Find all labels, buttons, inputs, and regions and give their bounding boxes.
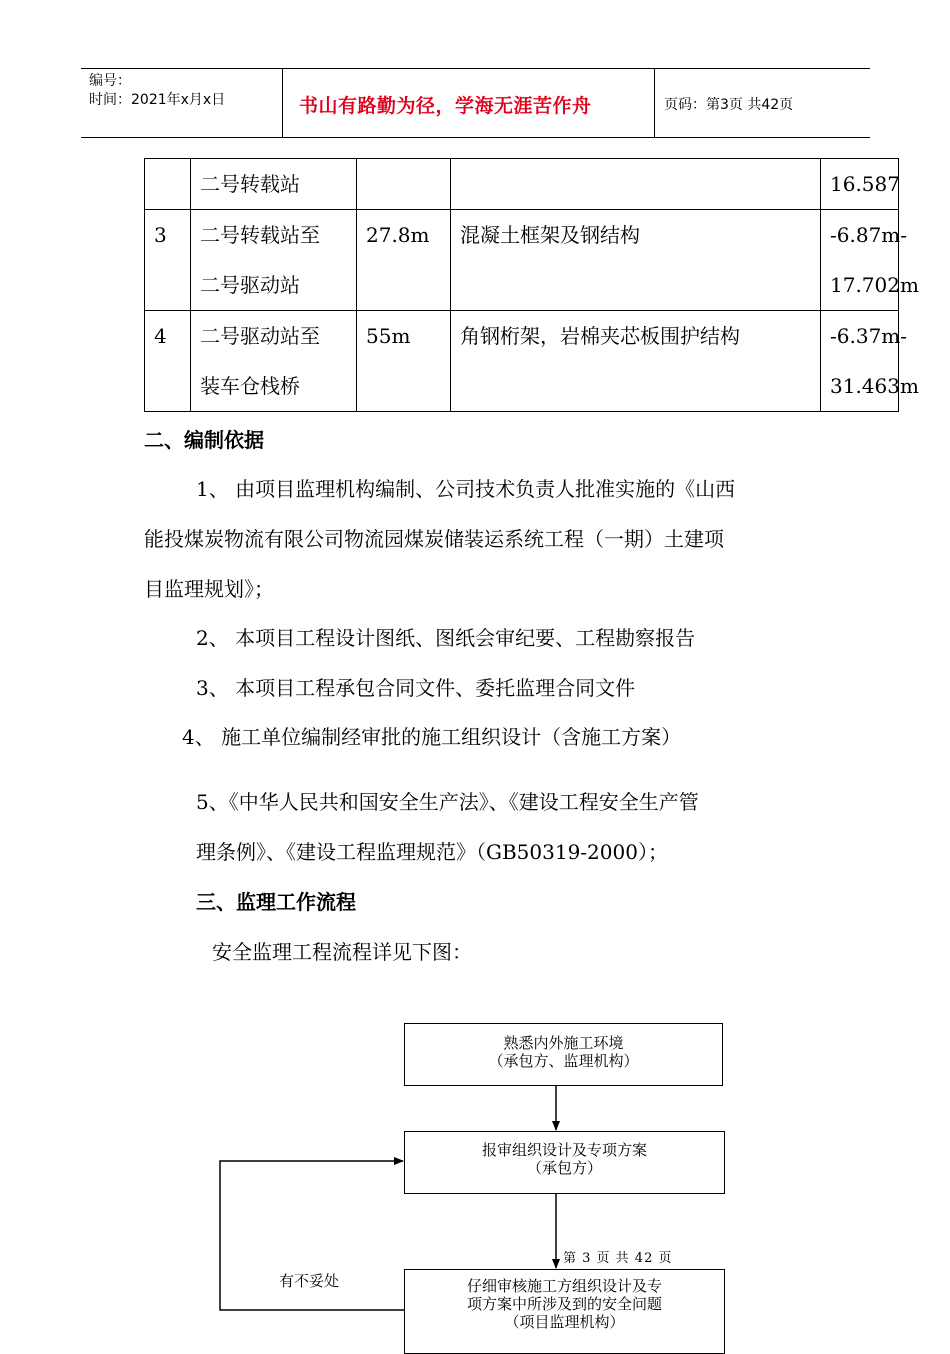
page-footer: 第 3 页 共 42 页 (563, 1251, 673, 1266)
flow-step-text: 熟悉内外施工环境 (503, 1034, 624, 1052)
paragraph-line: 能投煤炭物流有限公司物流园煤炭储装运系统工程（一期）土建项 (144, 527, 724, 551)
paragraph-line: 1、 由项目监理机构编制、公司技术负责人批准实施的《山西 (196, 477, 736, 501)
table-cell-length: 27.8m (357, 210, 451, 311)
section-text: 二号转载站 (200, 172, 300, 196)
flow-step-submit-plan (404, 1131, 725, 1194)
flow-step-text: （承包方） (526, 1159, 602, 1177)
paragraph-line: 理条例》、《建设工程监理规范》（GB50319-2000）； (196, 840, 668, 864)
section-heading: 三、监理工作流程 (196, 890, 356, 914)
elevation-text: -6.87m- (830, 223, 908, 247)
elevation-text: 16.587 (830, 172, 900, 196)
table-cell-no: 4 (145, 311, 191, 412)
section-text: 二号驱动站 (200, 273, 300, 297)
loop-label: 有不妥处 (279, 1272, 340, 1290)
section-text: 二号转载站至 (200, 223, 320, 247)
flow-step-text: （承包方、监理机构） (488, 1052, 639, 1070)
flow-step-text: 报审组织设计及专项方案 (481, 1141, 647, 1159)
flow-step-familiarize (404, 1023, 723, 1086)
elevation-text: 17.702m (830, 273, 919, 297)
table-cell-no: 3 (145, 210, 191, 311)
section-text: 装车仓栈桥 (200, 374, 300, 398)
flow-step-text: 项方案中所涉及到的安全问题 (466, 1295, 662, 1313)
header-number: 编号： (89, 73, 131, 89)
table-cell-structure: 混凝土框架及钢结构 (451, 210, 821, 311)
elevation-text: -6.37m- (830, 324, 908, 348)
section-text: 二号驱动站至 (200, 324, 320, 348)
table-cell-structure: 角钢桁架，岩棉夹芯板围护结构 (451, 311, 821, 412)
flow-step-text: 仔细审核施工方组织设计及专 (466, 1277, 662, 1295)
paragraph-line: 4、 施工单位编制经审批的施工组织设计（含施工方案） (182, 725, 682, 749)
paragraph-line: 安全监理工程流程详见下图： (212, 940, 472, 964)
header-page-number: 页码：第3页 共42页 (664, 97, 794, 113)
flow-step-review-safety (404, 1269, 725, 1354)
header-motto: 书山有路勤为径，学海无涯苦作舟 (299, 95, 592, 117)
paragraph-line: 5、《中华人民共和国安全生产法》、《建设工程安全生产管 (196, 790, 699, 814)
table-cell-length: 55m (357, 311, 451, 412)
paragraph-line: 3、 本项目工程承包合同文件、委托监理合同文件 (196, 676, 636, 700)
section-heading: 二、编制依据 (144, 428, 264, 452)
header-time: 时间：2021年x月x日 (89, 92, 226, 108)
paragraph-line: 2、 本项目工程设计图纸、图纸会审纪要、工程勘察报告 (196, 626, 696, 650)
paragraph-line: 目监理规划》； (144, 577, 274, 601)
flow-step-text: （项目监理机构） (504, 1313, 625, 1331)
elevation-text: 31.463m (830, 374, 919, 398)
